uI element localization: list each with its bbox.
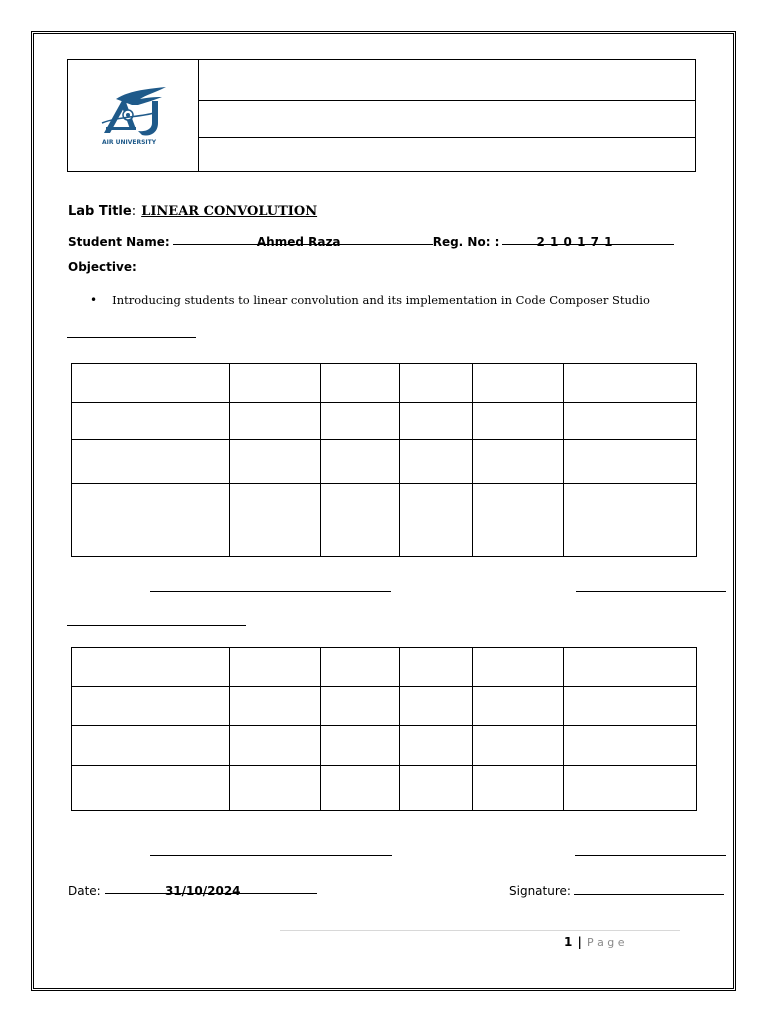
signature-line [509, 880, 724, 899]
objective-text: Introducing students to linear convolution and its implementation in Code Composer Studio [112, 293, 650, 307]
signature-rule-2b [575, 855, 726, 856]
logo-cell [68, 60, 199, 172]
reg-no-value: 2 1 0 1 7 1 [536, 235, 613, 249]
date-value: 31/10/2024 [164, 884, 241, 898]
grid-table-1 [71, 363, 697, 557]
header-row-3 [199, 137, 696, 171]
student-line [68, 231, 674, 250]
page-number: 1 [564, 935, 573, 949]
objective-label: Objective: [68, 260, 137, 274]
signature-rule-1b [576, 591, 726, 592]
page-number-footer [564, 931, 625, 950]
lab-title-value: LINEAR CONVOLUTION [141, 204, 318, 219]
grid-table-2 [71, 647, 697, 811]
signature-label: Signature: [509, 884, 571, 898]
section-rule-1 [67, 337, 196, 338]
objective-item [90, 289, 650, 308]
student-name-value: Ahmed Raza [256, 235, 341, 249]
lab-title-colon: : [131, 204, 137, 219]
section-rule-2 [67, 625, 246, 626]
page-word: P a g e [586, 936, 625, 949]
header-row-1 [199, 60, 696, 101]
header-table [67, 59, 696, 172]
air-university-logo [96, 83, 170, 149]
student-name-label: Student Name: [68, 235, 170, 249]
lab-title-line [68, 200, 317, 219]
header-row-2 [199, 101, 696, 137]
signature-rule-1a [150, 591, 391, 592]
date-line [68, 880, 317, 899]
lab-title-label: Lab Title [68, 204, 132, 219]
signature-rule-2a [150, 855, 392, 856]
objective-bullet: • [90, 293, 98, 307]
page-separator: | [577, 935, 582, 949]
date-label: Date: [68, 884, 101, 898]
logo-caption: AIR UNIVERSITY [102, 138, 157, 146]
reg-no-label: Reg. No: : [432, 235, 500, 249]
